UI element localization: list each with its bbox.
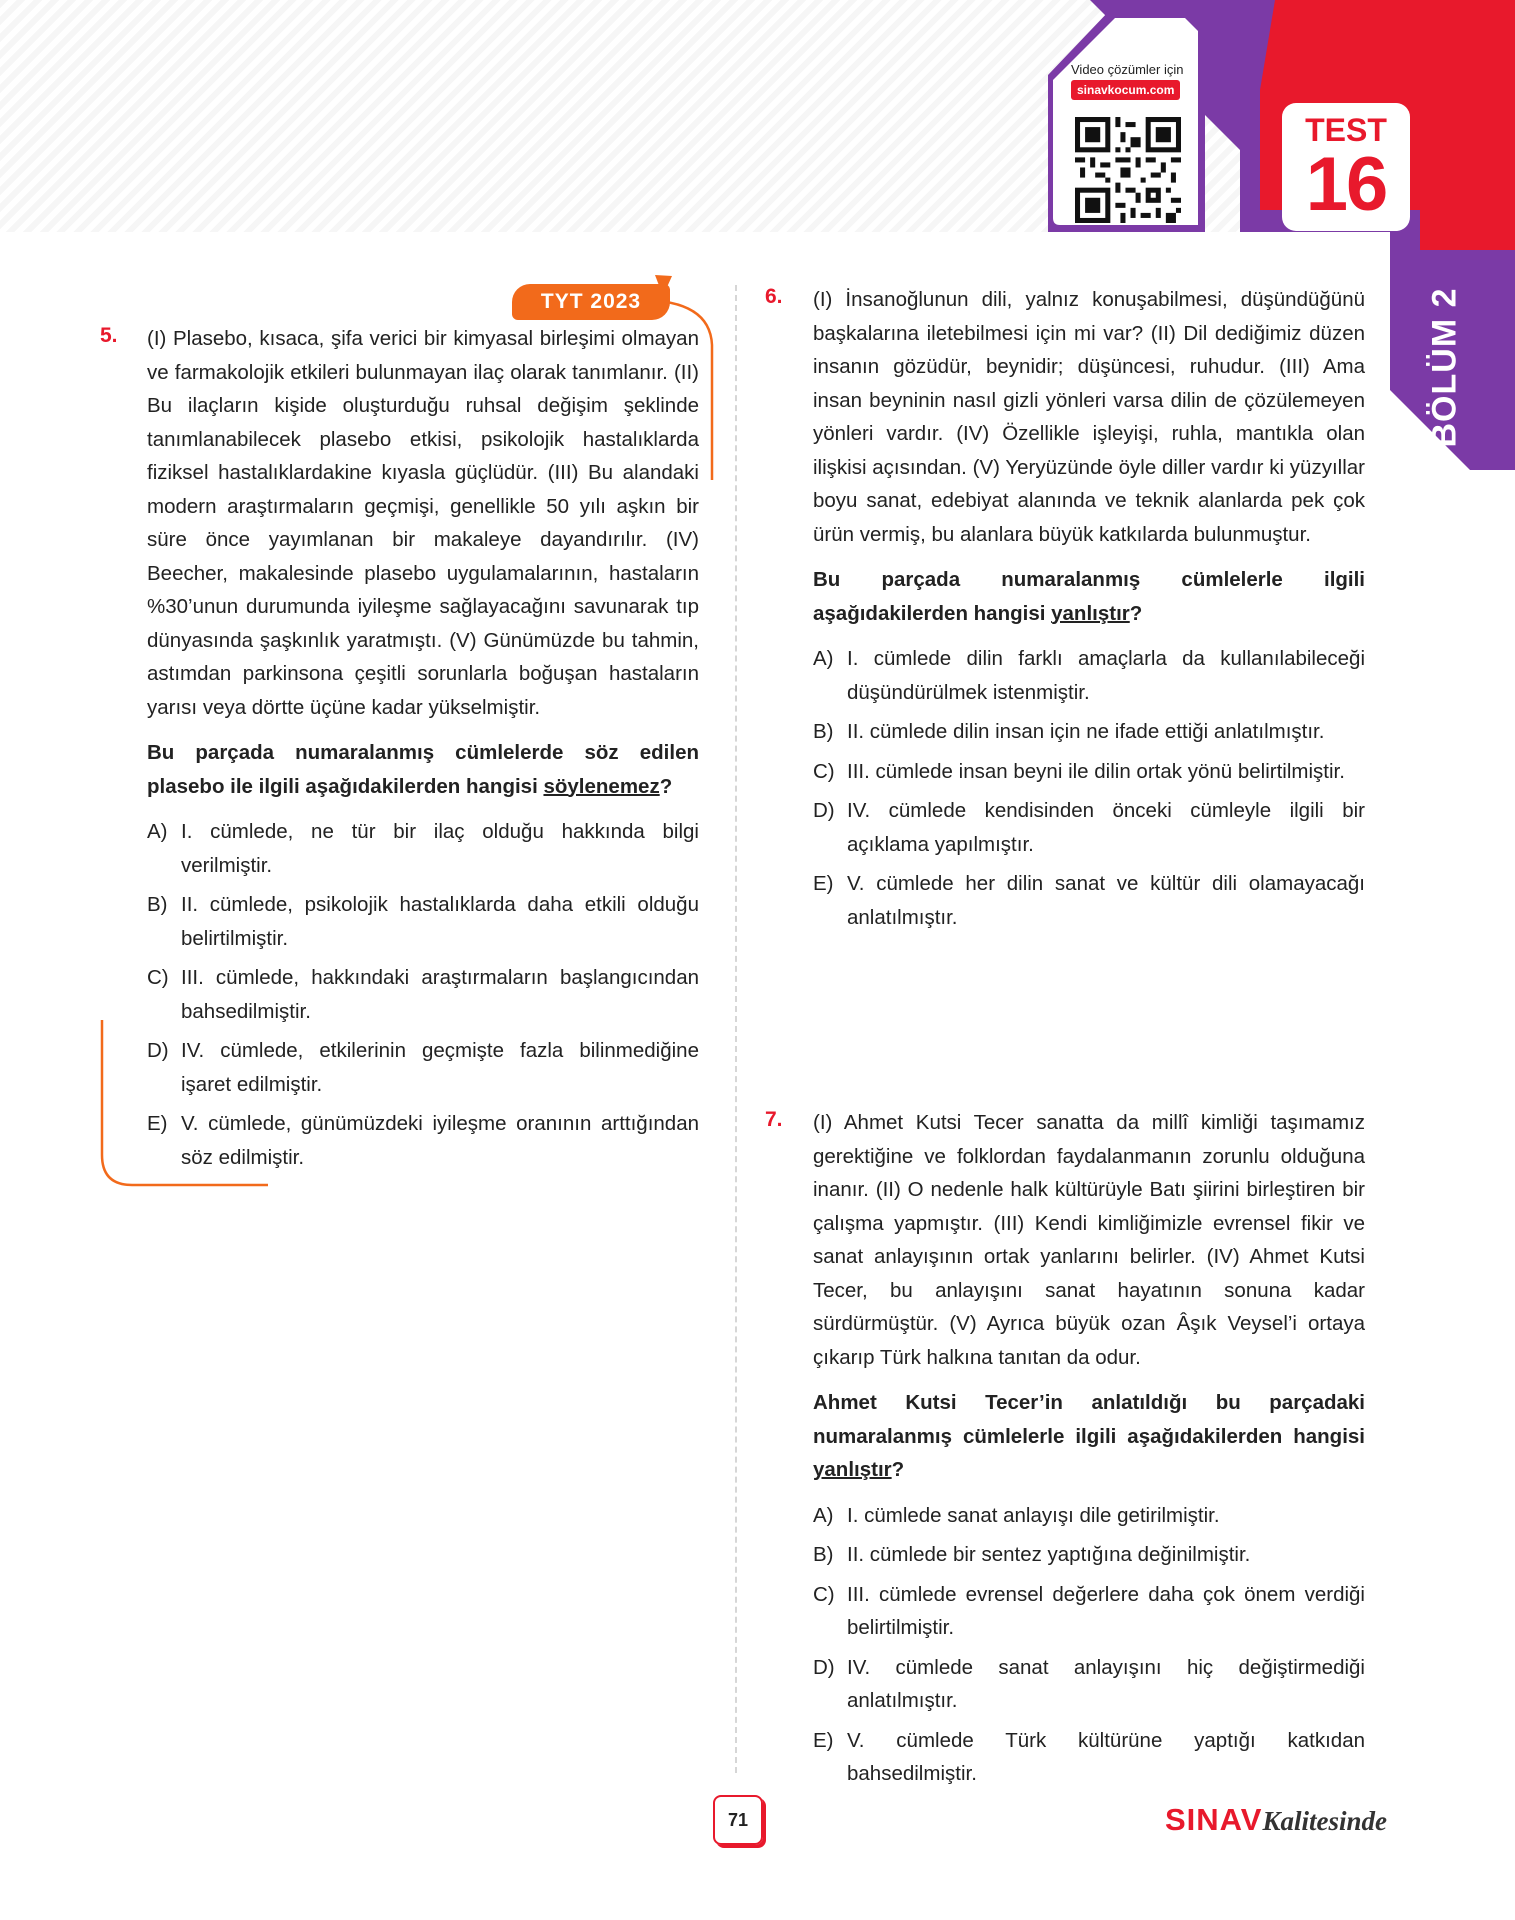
question-number: 5. — [100, 324, 118, 347]
option-letter: A) — [147, 820, 168, 843]
option-letter: D) — [813, 1655, 835, 1679]
qr-code-icon[interactable] — [1075, 117, 1181, 223]
option-text: IV. cümlede kendisinden önceki cümleyle ilgili bir açıklama yapılmıştır. — [847, 799, 1365, 856]
question-prompt — [813, 563, 1365, 630]
prompt-text: Bu parçada numaralanmış cümlelerde söz edilen plasebo ile ilgili aşağıdakilerden hangisi — [147, 741, 699, 798]
option-e[interactable] — [813, 867, 1365, 934]
option-text: I. cümlede sanat anlayışı dile getirilmiştir. — [847, 1503, 1220, 1527]
option-letter: C) — [147, 966, 169, 989]
brand-main: SINAV — [1165, 1802, 1263, 1837]
option-text: II. cümlede bir sentez yaptığına değinilmiştir. — [847, 1543, 1251, 1566]
exam-year-tag: TYT 2023 — [512, 284, 670, 320]
option-text: III. cümlede evrensel değerlere daha çok önem verdiği belirtilmiştir. — [847, 1582, 1365, 1639]
option-letter: A) — [813, 647, 834, 670]
option-letter: E) — [813, 872, 834, 895]
option-text: II. cümlede dilin insan için ne ifade ettiği anlatılmıştır. — [847, 720, 1325, 743]
option-c[interactable] — [813, 1578, 1365, 1645]
brand-script: Kalitesinde — [1262, 1806, 1387, 1836]
option-text: I. cümlede, ne tür bir ilaç olduğu hakkında bilgi verilmiştir. — [181, 820, 699, 877]
question-prompt — [147, 736, 699, 803]
option-c[interactable] — [147, 961, 699, 1028]
question-7 — [813, 1106, 1365, 1791]
option-letter: E) — [147, 1112, 168, 1135]
video-site-link[interactable]: sinavkocum.com — [1071, 80, 1180, 100]
qr-panel — [1053, 54, 1188, 229]
option-text: II. cümlede, psikolojik hastalıklarda daha etkili olduğu belirtilmiştir. — [181, 893, 699, 950]
question-5 — [147, 322, 699, 1174]
option-text: I. cümlede dilin farklı amaçlarla da kullanılabileceği düşündürülmek istenmiştir. — [847, 647, 1365, 704]
option-d[interactable] — [813, 794, 1365, 861]
option-letter: C) — [813, 759, 835, 783]
option-text: III. cümlede, hakkındaki araştırmaların başlangıcından bahsedilmiştir. — [181, 966, 699, 1023]
test-badge — [1282, 103, 1410, 231]
option-letter: D) — [147, 1039, 169, 1062]
option-letter: E) — [813, 1728, 834, 1752]
option-b[interactable] — [147, 888, 699, 955]
brand-logo — [1165, 1802, 1387, 1838]
prompt-keyword: yanlıştır — [1051, 601, 1130, 625]
option-b[interactable] — [813, 715, 1365, 749]
prompt-keyword: yanlıştır — [813, 1458, 892, 1481]
column-divider — [735, 285, 737, 1773]
option-list — [813, 642, 1365, 934]
option-e[interactable] — [147, 1107, 699, 1174]
option-letter: C) — [813, 1582, 835, 1606]
option-text: IV. cümlede sanat anlayışını hiç değiştirmediği anlatılmıştır. — [847, 1655, 1365, 1712]
test-label: TEST — [1305, 112, 1387, 148]
option-a[interactable] — [147, 815, 699, 882]
option-d[interactable] — [813, 1651, 1365, 1718]
question-passage: (I) Plasebo, kısaca, şifa verici bir kimyasal birleşimi olmayan ve farmakolojik etkileri bulunmayan ilaç olarak tanımlanır. (II) Bu ilaçların kişide oluşturduğu ruhsal değişim şeklinde tanımlanabilecek plasebo etkisi, psikolojik hastalıklarda fiziksel hastalıklardakine kıyasla güçlüdür. (III) Bu alandaki modern araştırmaların geçmişi, genellikle 50 yılı aşkın bir süre önce yayımlanan bir makaleye dayandırılır. (IV) Beecher, makalesinde plasebo uygulamalarının, hastaların %30’unun durumunda iyileşme sağlayacağını savunarak tıp dünyasında şaşkınlık yaratmıştı. (V) Günümüzde bu tahmin, astımdan parkinsona çeşitli sorunlarla boğuşan hastaların yarısı veya dörtte üçüne kadar yükselmiştir. — [147, 327, 699, 719]
prompt-end: ? — [1129, 601, 1143, 625]
option-list — [147, 815, 699, 1174]
option-d[interactable] — [147, 1034, 699, 1101]
option-letter: B) — [147, 893, 168, 916]
prompt-end: ? — [891, 1458, 905, 1481]
option-e[interactable] — [813, 1724, 1365, 1791]
section-label — [1390, 265, 1500, 470]
question-passage: (I) İnsanoğlunun dili, yalnız konuşabilmesi, düşündüğünü başkalarına iletebilmesi için mi var? (II) Dil dediğimiz düzen insanın gözüdür, beynidir; düşüncesi, ruhudur. (III) Ama insan beyninin nasıl gizli yönleri varsa dilin de çözülemeyen yönleri vardır. (IV) Özellikle işleyişi, ruhla, mantıkla olan ilişkisi açısından. (V) Yeryüzünde öyle diller vardır ki yüzyıllar boyu sanat, edebiyat alanında ve teknik alanlarda pek çok ürün vermiş, bu alanlara büyük katkılarda bulunmuştur. — [813, 288, 1365, 546]
prompt-keyword: söylenemez — [543, 774, 660, 798]
option-text: V. cümlede Türk kültürüne yaptığı katkıdan bahsedilmiştir. — [847, 1728, 1365, 1785]
option-text: V. cümlede, günümüzdeki iyileşme oranının arttığından söz edilmiştir. — [181, 1112, 699, 1169]
option-letter: B) — [813, 1543, 834, 1566]
question-number: 6. — [765, 285, 783, 308]
prompt-text: Ahmet Kutsi Tecer’in anlatıldığı bu parçadaki numaralanmış cümlelerle ilgili aşağıdakilerden hangisi — [813, 1391, 1365, 1448]
prompt-end: ? — [659, 774, 673, 798]
prompt-text: Bu parçada numaralanmış cümlelerle ilgili aşağıdakilerden hangisi — [813, 568, 1365, 625]
question-6 — [813, 283, 1365, 934]
question-passage: (I) Ahmet Kutsi Tecer sanatta da millî kimliği taşımamız gerektiğine ve folklordan faydalanmanın zorunlu olduğuna inanır. (II) O nedenle halk kültürüyle Batı şiirini birleştiren bir çalışma yapmıştır. (III) Kendi kimliğimizle evrensel fikir ve sanat anlayışının ortak yanlarını belirler. (IV) Ahmet Kutsi Tecer, bu anlayışını sanat hayatının sonuna kadar sürdürmüştür. (V) Ayrıca büyük ozan Âşık Veysel’i ortaya çıkarıp Türk halkına tanıtan da odur. — [813, 1111, 1365, 1369]
option-list — [813, 1499, 1365, 1791]
option-a[interactable] — [813, 642, 1365, 709]
question-number: 7. — [765, 1108, 783, 1131]
video-caption: Video çözümler için — [1071, 62, 1184, 77]
option-letter: B) — [813, 720, 834, 743]
test-number: 16 — [1305, 142, 1387, 227]
page-number: 71 — [713, 1795, 763, 1845]
question-prompt — [813, 1386, 1365, 1487]
option-text: IV. cümlede, etkilerinin geçmişte fazla bilinmediğine işaret edilmiştir. — [181, 1039, 699, 1096]
option-text: III. cümlede insan beyni ile dilin ortak yönü belirtilmiştir. — [847, 759, 1345, 783]
option-letter: D) — [813, 799, 835, 822]
option-text: V. cümlede her dilin sanat ve kültür dili olamayacağı anlatılmıştır. — [847, 872, 1365, 929]
option-letter: A) — [813, 1503, 834, 1527]
option-a[interactable] — [813, 1499, 1365, 1533]
option-b[interactable] — [813, 1538, 1365, 1572]
option-c[interactable] — [813, 755, 1365, 789]
section-text: BÖLÜM 2 — [1425, 287, 1464, 448]
